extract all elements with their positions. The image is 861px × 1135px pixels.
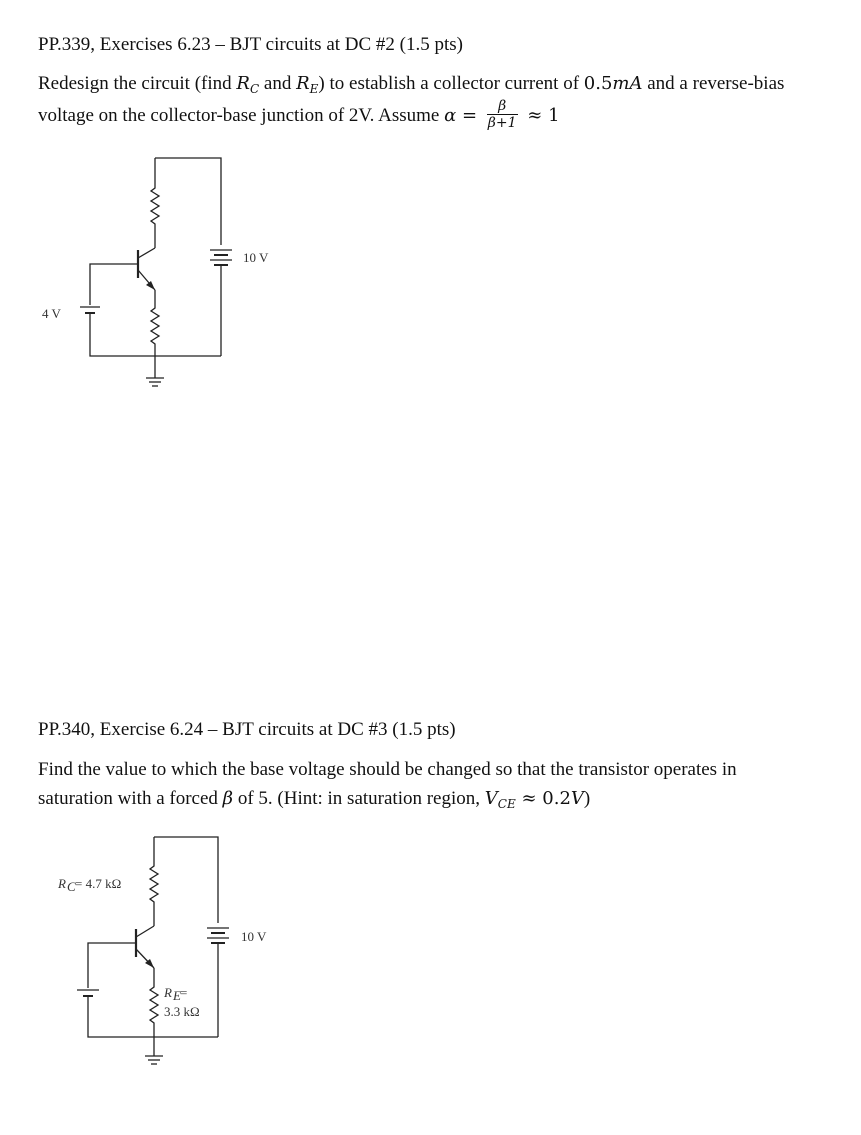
p2-text-segment: of 5. (Hint: in saturation region,	[233, 788, 485, 809]
circuit-1-diagram	[30, 150, 310, 400]
vce-symbol: V	[484, 788, 498, 809]
approx-sign: ≈	[515, 788, 543, 809]
p1-text-segment: and a reverse-bias	[642, 73, 785, 94]
wire	[90, 264, 138, 305]
alpha-symbol: α	[444, 104, 457, 126]
problem-1-heading: PP.339, Exercises 6.23 – BJT circuits at DC #2 (1.5 pts)	[38, 34, 464, 55]
fraction-numerator: β	[498, 98, 507, 114]
problem-1-statement	[38, 69, 838, 133]
transistor-collector-lead	[136, 926, 154, 937]
emitter-resistor	[151, 290, 159, 378]
collector-current-unit: mA	[612, 73, 643, 94]
emitter-arrow	[146, 281, 155, 290]
collector-resistor	[150, 837, 158, 926]
re-label-symbol: R	[164, 985, 172, 1000]
re-subscript: E	[309, 82, 319, 96]
supply-voltage-label: 10 V	[241, 929, 267, 944]
vce-value: 0.2	[542, 788, 571, 809]
wire	[88, 943, 136, 988]
p1-text-segment: Redesign the circuit (find	[38, 73, 237, 94]
vce-subscript: CE	[497, 797, 516, 811]
re-symbol: R	[296, 73, 310, 94]
transistor-collector-lead	[138, 248, 155, 258]
collector-resistor	[151, 158, 159, 248]
rc-label-symbol: R	[58, 876, 66, 891]
fraction-denominator: β+1	[487, 115, 517, 131]
equals-sign: =	[456, 104, 483, 126]
rc-symbol: R	[236, 73, 250, 94]
re-label-eq: =	[180, 985, 188, 1000]
collector-current-value: 0.5	[583, 73, 613, 94]
alpha-approx-value: 1	[548, 104, 560, 126]
p1-text-segment: ) to establish a collector current of	[318, 73, 584, 94]
rc-label-value: = 4.7 kΩ	[75, 876, 122, 891]
wire	[155, 158, 221, 245]
re-label-value: 3.3 kΩ	[164, 1004, 200, 1019]
problem-2-heading: PP.340, Exercise 6.24 – BJT circuits at DC #3 (1.5 pts)	[38, 719, 456, 740]
rc-subscript: C	[249, 82, 260, 96]
approx-sign: ≈	[521, 104, 549, 126]
vce-unit: V	[570, 788, 584, 809]
p1-text-segment: voltage on the collector-base junction of 2V. Assume	[38, 104, 445, 126]
p2-text-line: Find the value to which the base voltage should be changed so that the transistor operates in	[38, 759, 737, 780]
wire	[154, 837, 218, 923]
base-voltage-label: 4 V	[42, 306, 61, 321]
circuit-2-diagram	[30, 830, 310, 1080]
p2-text-segment: saturation with a forced	[38, 788, 223, 809]
supply-voltage-label: 10 V	[243, 250, 269, 265]
problem-2-statement	[38, 755, 838, 815]
beta-symbol: β	[222, 788, 234, 809]
p2-text-segment: )	[583, 788, 591, 809]
p1-text-segment: and	[259, 73, 297, 94]
emitter-resistor	[150, 968, 158, 1056]
re-label-subscript: E	[173, 988, 181, 1003]
rc-label-subscript: C	[67, 879, 76, 894]
beta-fraction	[487, 98, 518, 131]
